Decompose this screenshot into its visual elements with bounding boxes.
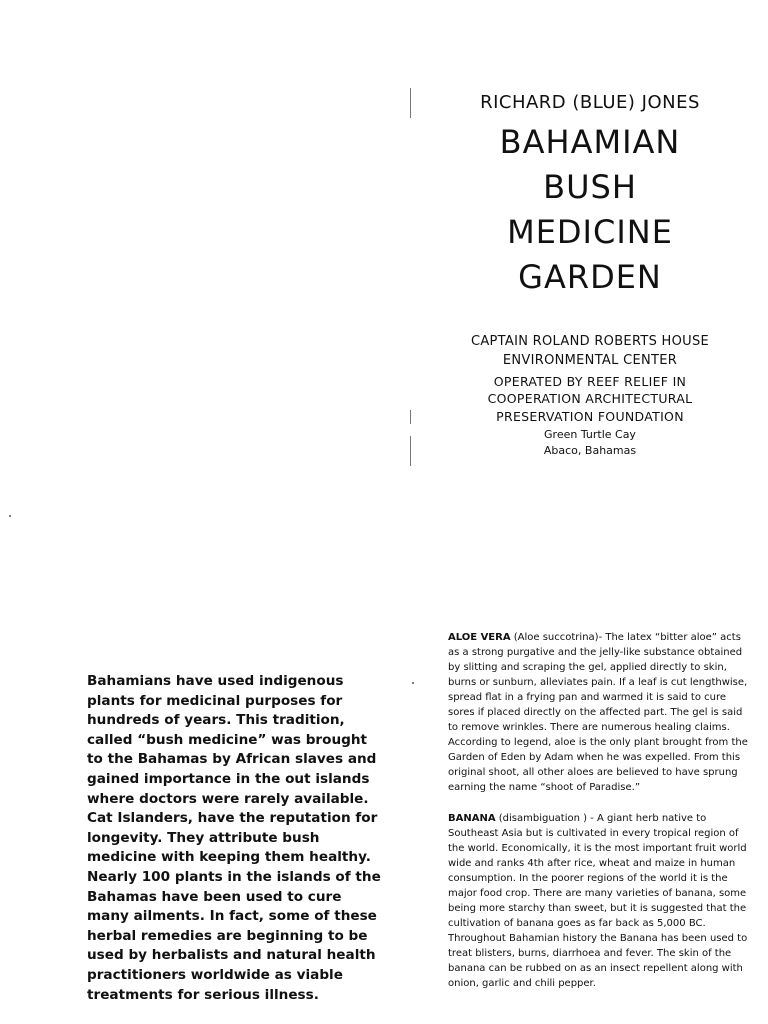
- plant-description: (Aloe succotrina)- The latex “bitter aloe” acts as a strong purgative and the jelly-like substance obtained by slitting and scraping the gel, applied directly to skin, burns or sunburn, alleviates pain. If a leaf is cut lengthwise, spread flat in a frying pan and warmed it is said to cure sores if placed directly on the affected part. The gel is said to remove wrinkles. There are numerous healing claims. According to legend, aloe is the only plant brought from the Garden of Eden by Adam when he was expelled. From this original shoot, all other aloes are believed to have sprung earning the name “shoot of Paradise.”: [448, 632, 748, 793]
- subtitle-line: COOPERATION ARCHITECTURAL: [487, 391, 693, 406]
- title-line-1: BAHAMIAN: [499, 123, 681, 161]
- intro-paragraph: Bahamians have used indigenous plants for medicinal purposes for hundreds of years. This tradition, called “bush medicine” was brought to the Bahamas by African slaves and gained importance in the out islands where doctors were rarely available. Cat Islanders, have the reputation for longevity. They attribute bush medicine with keeping them healthy. Nearly 100 plants in the islands of the Bahamas have been used to cure many ailments. In fact, some of these herbal remedies are beginning to be used by herbalists and natural health practitioners worldwide as viable treatments for serious illness.: [87, 673, 381, 1003]
- scan-speck: [412, 682, 414, 684]
- plant-description: (disambiguation ) - A giant herb native to Southeast Asia but is cultivated in every tropical region of the world. Economically, it is the most important fruit world wide and ranks 4th after rice, wheat and maize in human consumption. In the poorer regions of the world it is the major food crop. There are many varieties of banana, some being more starchy than sweet, but it is suggested that the cultivation of banana goes as far back as 5,000 BC. Throughout Bahamian history the Banana has been used to treat blisters, burns, diarrhoea and fever. The skin of the banana can be rubbed on as an insect repellent along with onion, garlic and chili pepper.: [448, 813, 748, 989]
- plant-entries: [448, 630, 748, 1007]
- plant-entry-banana: [448, 811, 748, 991]
- subtitle-line: OPERATED BY REEF RELIEF IN: [493, 374, 687, 389]
- title-line-3: MEDICINE: [507, 213, 673, 251]
- title-line-4: GARDEN: [518, 258, 662, 296]
- scan-speck: [9, 515, 11, 517]
- subtitle-line: CAPTAIN ROLAND ROBERTS HOUSE: [470, 334, 710, 349]
- location-line: Green Turtle Cay: [544, 428, 636, 441]
- location-line: Abaco, Bahamas: [543, 444, 637, 457]
- plant-name: ALOE VERA: [448, 632, 511, 643]
- subtitle-line: PRESERVATION FOUNDATION: [496, 409, 684, 424]
- author-name: RICHARD (BLUE) JONES: [480, 92, 700, 113]
- title-line-2: BUSH: [543, 168, 637, 206]
- plant-name: BANANA: [448, 813, 496, 824]
- subtitle-line: ENVIRONMENTAL CENTER: [502, 353, 678, 368]
- plant-entry-aloe-vera: [448, 630, 748, 795]
